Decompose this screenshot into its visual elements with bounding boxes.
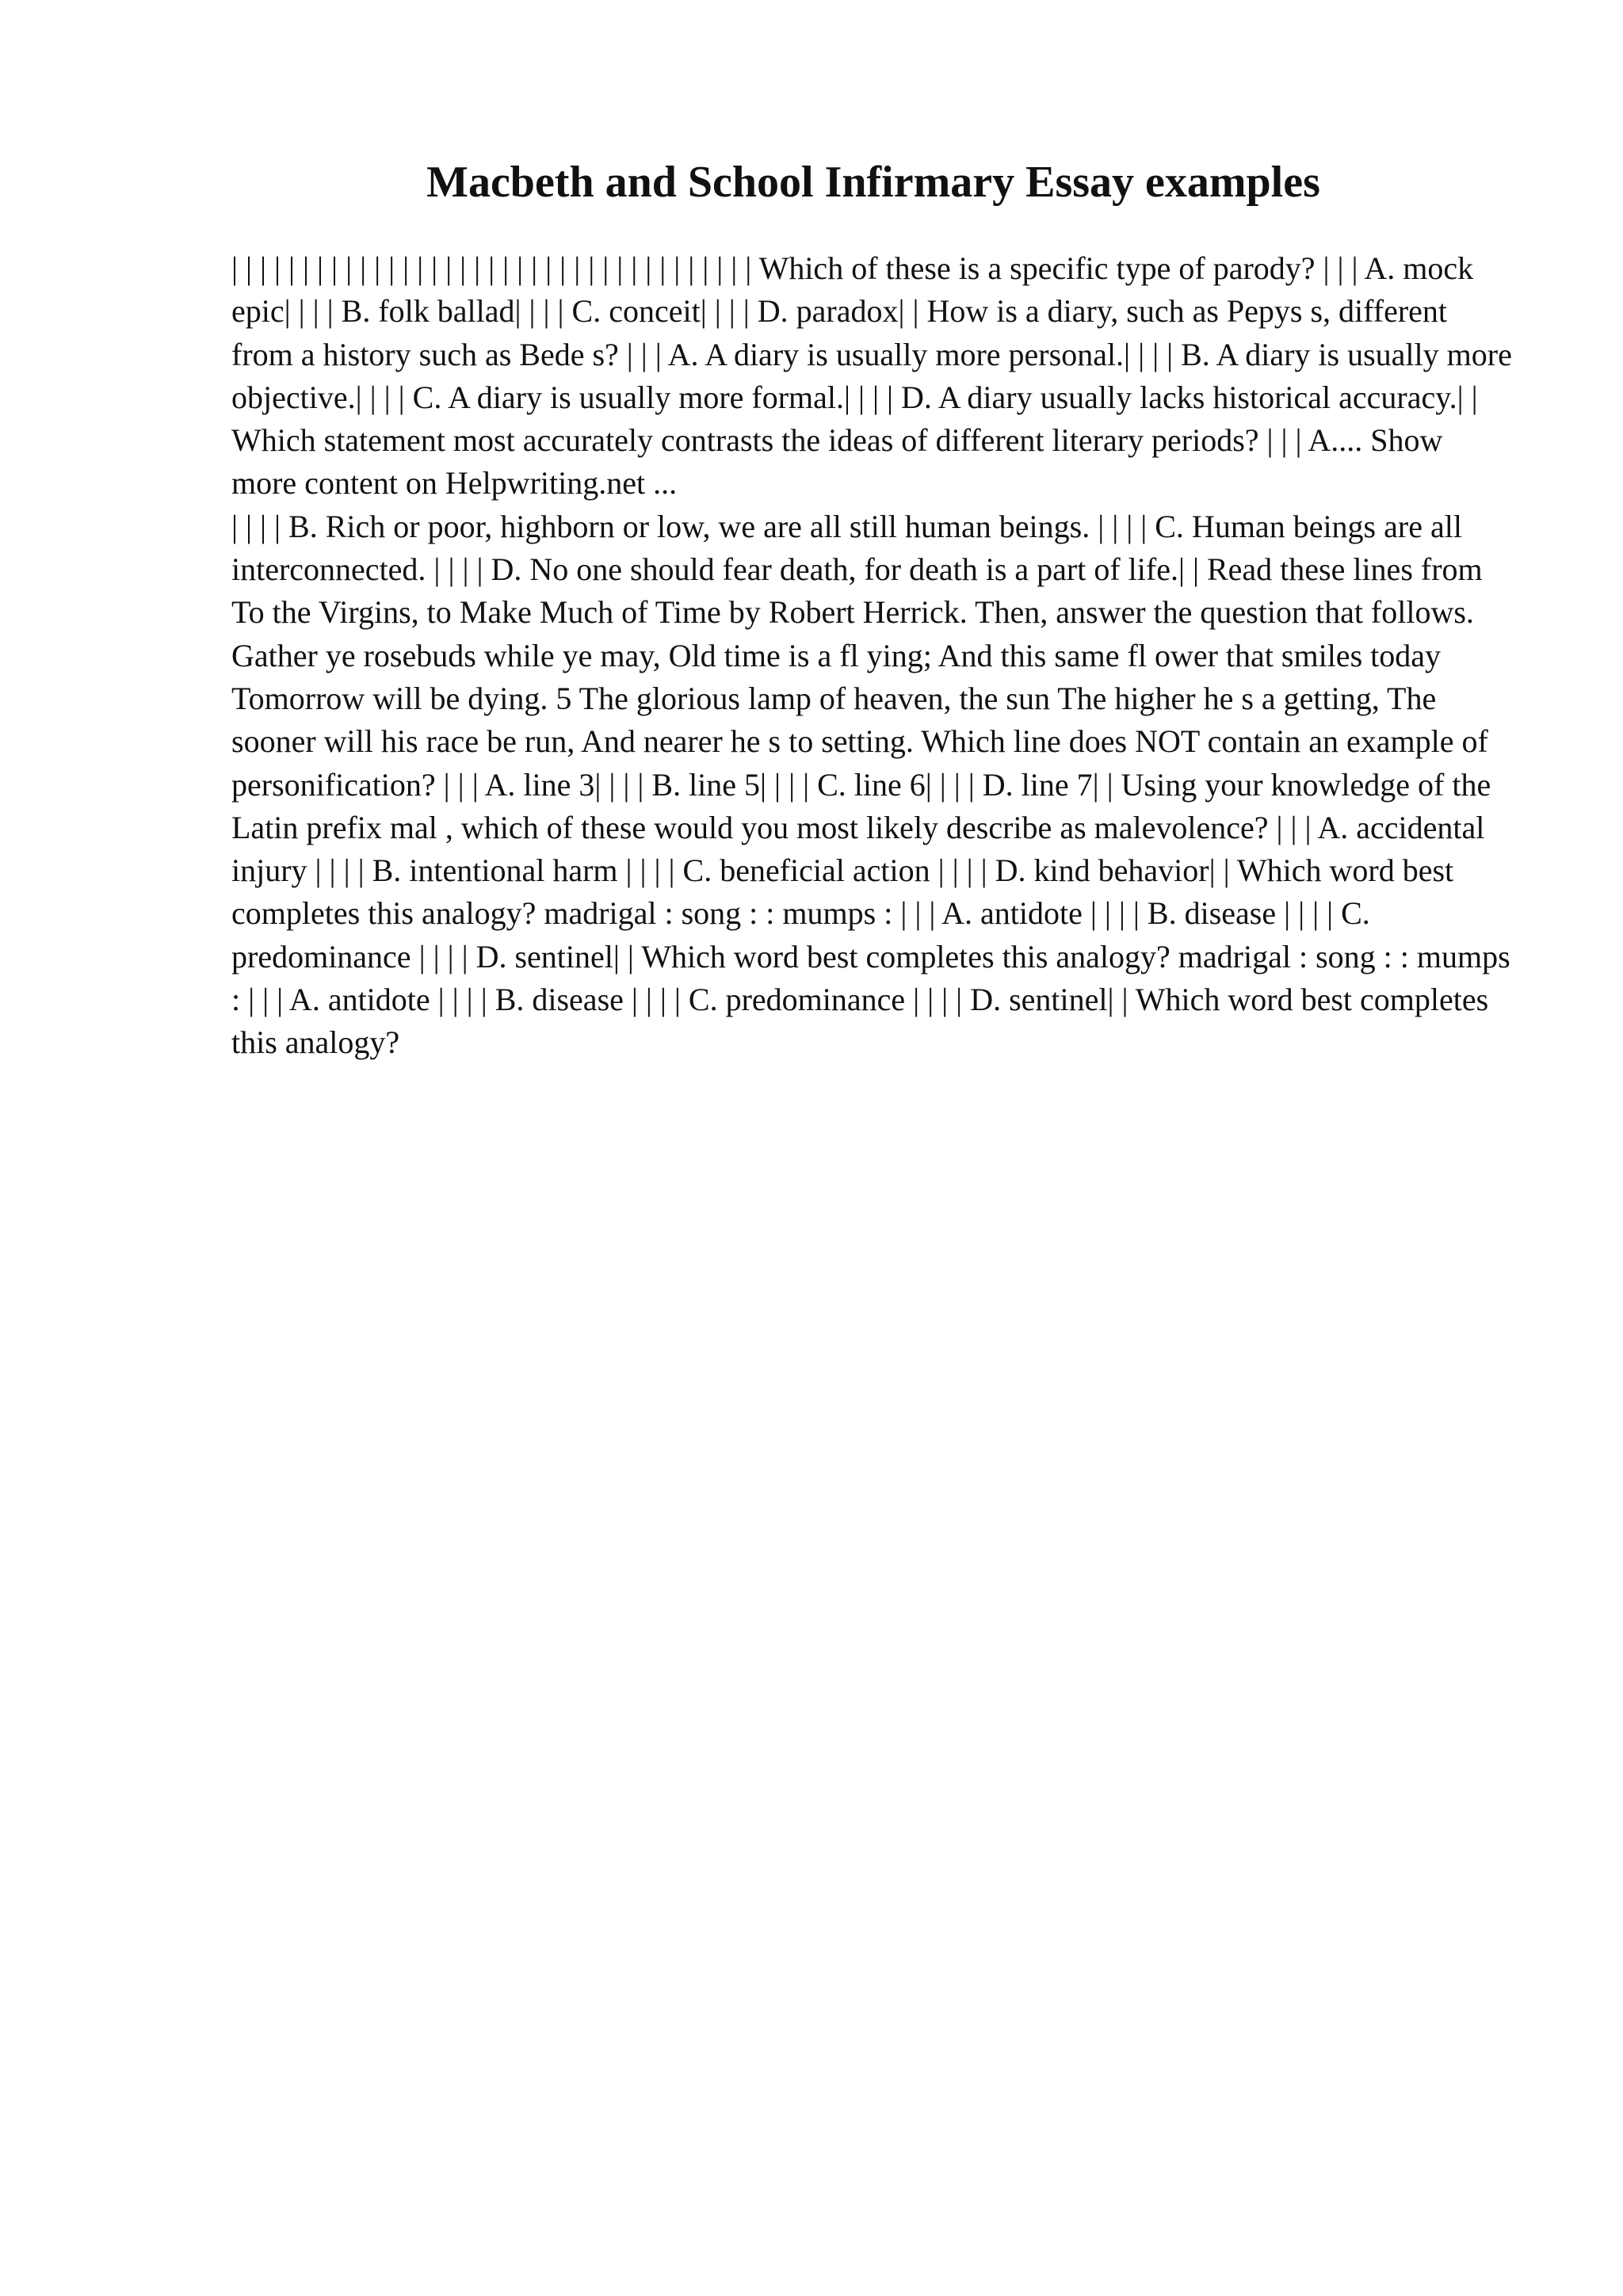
document-body <box>231 247 1515 1065</box>
paragraph-1: | | | | | | | | | | | | | | | | | | | | | | | | | | | | | | | | | | | | | Which of these is a specific type of parody? | | | A. mock epic| | | | B. folk ballad| | | | C. conceit| | | | D. paradox| | How is a diary, such as Pepys s, different from a history such as Bede s? | | | A. A diary is usually more personal.| | | | B. A diary is usually more objective.| | | | C. A diary is usually more formal.| | | | D. A diary usually lacks historical accuracy.| | Which statement most accurately contrasts the ideas of different literary periods? | | | A.... Show more content on Helpwriting.net ... <box>231 250 1512 502</box>
paragraph-2: | | | | B. Rich or poor, highborn or low, we are all still human beings. | | | | C. Human beings are all interconnected. | | | | D. No one should fear death, for death is a part of life.| | Read these lines from To the Virgins, to Make Much of Time by Robert Herrick. Then, answer the question that follows. Gather ye rosebuds while ye may, Old time is a fl ying; And this same fl ower that smiles today Tomorrow will be dying. 5 The glorious lamp of heaven, the sun The higher he s a getting, The sooner will his race be run, And nearer he s to setting. Which line does NOT contain an example of personification? | | | A. line 3| | | | B. line 5| | | | C. line 6| | | | D. line 7| | Using your knowledge of the Latin prefix mal , which of these would you most likely describe as malevolence? | | | A. accidental injury | | | | B. intentional harm | | | | C. beneficial action | | | | D. kind behavior| | Which word best completes this analogy? madrigal : song : : mumps : | | | A. antidote | | | | B. disease | | | | C. predominance | | | | D. sentinel| | Which word best completes this analogy? madrigal : song : : mumps : | | | A. antidote | | | | B. disease | | | | C. predominance | | | | D. sentinel| | Which word best completes this analogy? <box>231 508 1510 1061</box>
document-title: Macbeth and School Infirmary Essay examples <box>426 158 1320 207</box>
